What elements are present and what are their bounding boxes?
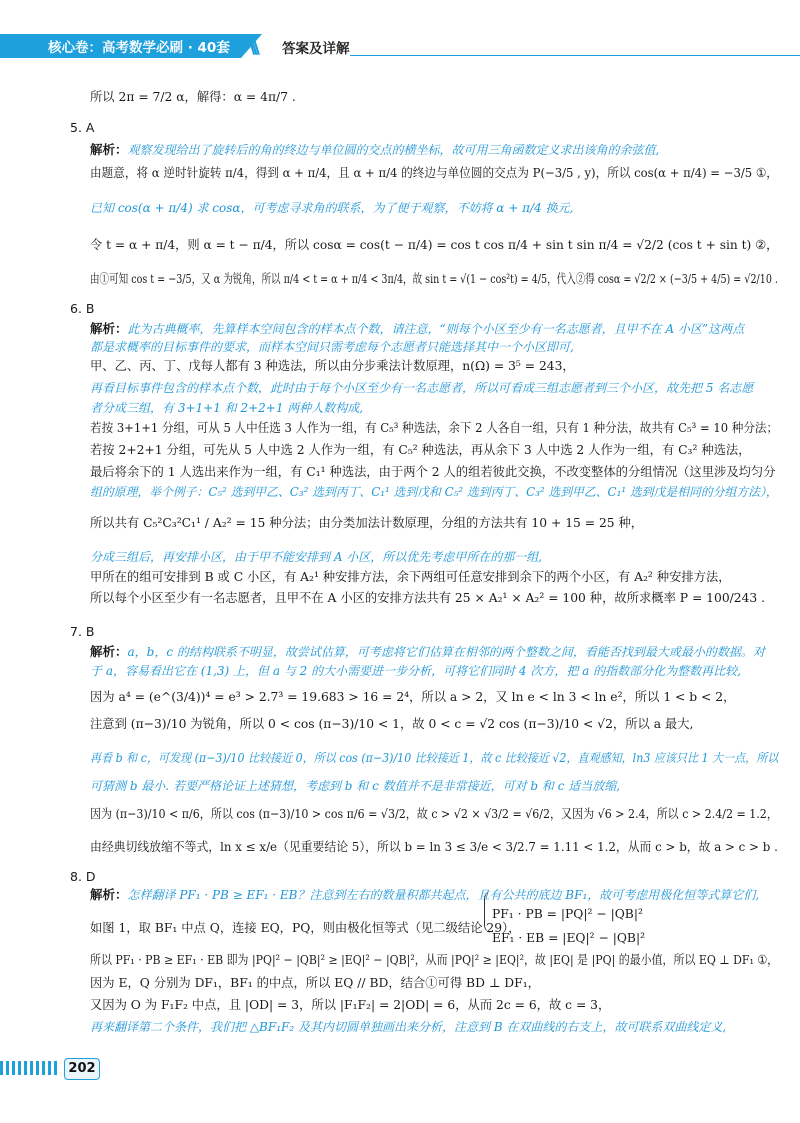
analysis-note: 都是求概率的目标事件的要求，而样本空间只需考虑每个志愿者只能选择其中一个小区即可, [90,340,574,354]
solution-line: 所以共有 C₅²C₃²C₁¹ / A₂² = 15 种分法；由分类加法计数原理，分组的方法共有 10 + 15 = 25 种， [90,516,644,530]
analysis-note: 于 a，容易看出它在 (1,3) 上，但 a 与 2 的大小需要进一步分析，可将它们同时 4 次方，把 a 的指数部分化为整数再比较, [90,664,741,678]
solution-line: 甲所在的组可安排到 B 或 C 小区，有 A₂¹ 种安排方法，余下两组可任意安排到余下的两个小区，有 A₂² 种安排方法， [90,570,731,584]
analysis-text: 怎样翻译 PF₁ · PB ≥ EF₁ · EB？注意到左右的数量积都共起点，且有公共的底边 BF₁，故可考虑用极化恒等式算它们, [127,888,760,902]
solution-line: 如图 1，取 BF₁ 中点 Q，连接 EQ，PQ，则由极化恒等式（见二级结论 29）， [90,921,521,935]
analysis-note: 分成三组后，再安排小区，由于甲不能安排到 A 小区，所以优先考虑甲所在的那一组, [90,550,543,564]
system-brace [484,891,615,933]
solution-line: 又因为 O 为 F₁F₂ 中点，且 |OD| = 3，所以 |F₁F₂| = 2|OD| = 6，从而 2c = 6，故 c = 3， [90,998,611,1012]
analysis-text: 此为古典概率，先算样本空间包含的样本点个数，请注意，“则每个小区至少有一名志愿者，且甲不在 A 小区”这两点 [127,322,745,336]
analysis-text: a，b，c 的结构联系不明显，故尝试估算，可考虑将它们估算在相邻的两个整数之间，看能否找到最大或最小的数据。对 [127,645,765,659]
solution-line: 由题意，将 α 逆时针旋转 π/4，得到 α + π/4，且 α + π/4 的终边与单位圆的交点为 P(−3/5 , y)，所以 cos(α + π/4) = −3/5 ①， [90,166,778,180]
analysis-label: 解析： [90,887,128,902]
analysis-note: 者分成三组，有 3+1+1 和 2+2+1 两种人数构成, [90,401,364,415]
solution-line: 因为 a⁴ = (e^(3/4))⁴ = e³ > 2.7³ = 19.683 > 16 = 2⁴，所以 a > 2，又 ln e < ln 3 < ln e²，所以 1 < b < 2， [90,690,736,704]
analysis-note: 可猜测 b 最小. 若要严格论证上述猜想，考虑到 b 和 c 数值并不是非常接近，可对 b 和 c 适当放缩, [90,779,621,793]
section-title: 答案及详解 [282,41,350,57]
analysis-note [90,320,744,338]
analysis-note: 再看 b 和 c，可发现 (π−3)/10 比较接近 0，所以 cos (π−3)/10 比较接近 1，故 c 比较接近 √2，直观感知，ln3 应该只比 1 大一点，所以 [90,751,779,765]
solution-line: 因为 (π−3)/10 < π/6，所以 cos (π−3)/10 > cos π/6 = √3/2，故 c > √2 × √3/2 = √6/2，又因为 √6 > 2.4，所以 c > 2.4/2 = 1.2， [90,807,778,821]
solution-line: 注意到 (π−3)/10 为锐角，所以 0 < cos (π−3)/10 < 1，故 0 < c = √2 cos (π−3)/10 < √2，所以 a 最大, [90,717,694,731]
analysis-note: 再来翻译第二个条件，我们把 △BF₁F₂ 及其内切圆单独画出来分析，注意到 B 在双曲线的右支上，故可联系双曲线定义, [90,1020,727,1034]
header-rule [350,55,800,56]
analysis-note: 再看目标事件包含的样本点个数，此时由于每个小区至少有一名志愿者，所以可看成三组志愿者到三个小区，故先把 5 名志愿 [90,381,754,395]
solution-line: 由①可知 cos t = −3/5，又 α 为锐角，所以 π/4 < t = α + π/4 < 3π/4，故 sin t = √(1 − cos²t) = 4/5，代入②得 cosα = √2/2 × (−3/5 + 4/5) = √2/10 . [90,272,778,286]
solution-line: 所以每个小区至少有一名志愿者，且甲不在 A 小区的安排方法共有 25 × A₂¹ × A₂² = 100 种，故所求概率 P = 100/243 . [90,591,766,605]
page-header [0,0,800,62]
analysis-note [90,886,759,904]
solution-line: 最后将余下的 1 人选出来作为一组，有 C₁¹ 种选法，由于两个 2 人的组若彼此交换，不改变整体的分组情况（这里涉及均匀分 [90,465,776,479]
solution-line: 所以 PF₁ · PB ≥ EF₁ · EB 即为 |PQ|² − |QB|² ≥ |EQ|² − |QB|²，从而 |PQ|² ≥ |EQ|²，故 |EQ| 是 |PQ| 的最小值，所以 EQ ⊥ DF₁ ①， [90,953,779,967]
footer-stripe [0,1061,60,1075]
solution-line: PF₁ · PB = |PQ|² − |QB|² [492,907,643,921]
analysis-note: 组的原理，举个例子：C₅² 选到甲乙、C₃² 选到丙丁、C₁¹ 选到戊和 C₅² 选到丙丁、C₃² 选到甲乙、C₁¹ 选到戊是相同的分组方法）， [90,485,778,499]
book-title: 核心卷：高考数学必刷 · 40套 [48,40,230,56]
solution-line: 若按 2+2+1 分组，可先从 5 人中选 2 人作为一组，有 C₅² 种选法，再从余下 3 人中选 2 人作为一组，有 C₃² 种选法， [90,443,751,457]
solution-line: 由经典切线放缩不等式，ln x ≤ x/e（见重要结论 5），所以 b = ln 3 ≤ 3/e < 3/2.7 = 1.11 < 1.2，从而 c > b，故 a > c > b . [90,840,778,854]
solution-line: 所以 2π = 7/2 α，解得：α = 4π/7 . [90,90,296,104]
solution-line: 甲、乙、丙、丁、戊每人都有 3 种选法，所以由分步乘法计数原理，n(Ω) = 3⁵ = 243， [90,359,575,373]
analysis-label: 解析： [90,321,128,336]
question-answer-label: 6. B [70,301,95,316]
question-answer-label: 5. A [70,120,95,135]
solution-line: 令 t = α + π/4，则 α = t − π/4，所以 cosα = cos(t − π/4) = cos t cos π/4 + sin t sin π/4 = √2/2 (cos t + sin t) ②， [90,238,779,252]
analysis-text: 观察发现给出了旋转后的角的终边与单位圆的交点的横坐标，故可用三角函数定义求出该角的余弦值, [127,143,660,157]
analysis-label: 解析： [90,644,128,659]
question-answer-label: 8. D [70,869,96,884]
header-chevrons: \\\ [248,34,255,58]
solution-line: 若按 3+1+1 分组，可从 5 人中任选 3 人作为一组，有 C₅³ 种选法，余下 2 人各自一组，只有 1 种分法，故共有 C₅³ = 10 种分法； [90,421,779,435]
question-answer-label: 7. B [70,624,95,639]
page-number: 202 [64,1058,100,1080]
analysis-note: 已知 cos(α + π/4) 求 cosα，可考虑寻求角的联系，为了便于观察，不妨将 α + π/4 换元, [90,201,574,215]
analysis-label: 解析： [90,142,128,157]
solution-line: 因为 E，Q 分别为 DF₁，BF₁ 的中点，所以 EQ // BD，结合①可得 BD ⊥ DF₁， [90,976,540,990]
analysis-note [90,643,765,661]
solution-line: EF₁ · EB = |EQ|² − |QB|² [492,931,646,945]
analysis-note [90,141,659,159]
